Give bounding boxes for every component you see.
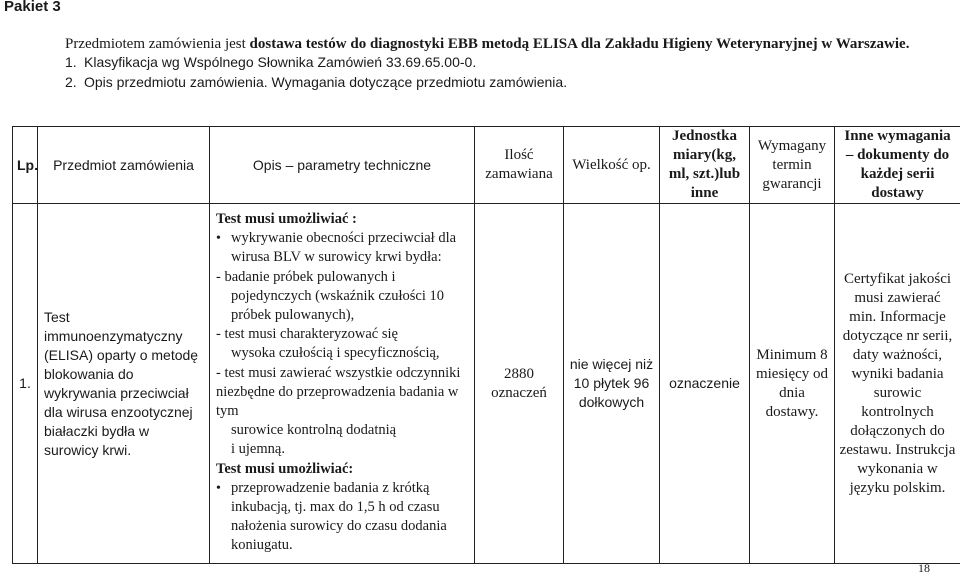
header-package-size: Wielkość op. <box>564 127 660 204</box>
desc-line: pojedynczych (wskaźnik czułości 10 próbek pulowanych), <box>231 287 444 324</box>
intro-lead <box>65 36 945 53</box>
page-number: 18 <box>918 561 930 575</box>
cell-warranty: Minimum 8 miesięcy od dnia dostawy. <box>750 204 835 564</box>
desc-line: surowice kontrolną dodatnią <box>231 422 397 439</box>
cell-unit: oznaczenie <box>660 204 750 564</box>
intro-item <box>65 74 945 91</box>
header-unit: Jednostka miary(kg, ml, szt.)lub inne <box>660 127 750 204</box>
desc-line: i ujemną. <box>231 441 285 458</box>
intro-lead-text: Przedmiotem zamówienia jest <box>65 36 250 52</box>
cell-subject: Test immunoenzymatyczny (ELISA) oparty o metodę blokowania do wykrywania przeciwciał dla wirusa enzootycznej białaczki bydła w surowicy krwi. <box>38 204 210 564</box>
desc-line: - test musi zawierać wszystkie odczynniki niezbędne do przeprowadzenia badania w tym <box>216 364 461 420</box>
intro-item-text: Opis przedmiotu zamówienia. Wymagania dotyczące przedmiotu zamówienia. <box>84 74 568 90</box>
specification-table <box>12 126 960 564</box>
cell-description <box>210 204 475 564</box>
cell-package-size: nie więcej niż 10 płytek 96 dołkowych <box>564 204 660 564</box>
desc-bullet: • wykrywanie obecności przeciwciał dla wirusa BLV w surowicy krwi bydła: <box>216 229 468 267</box>
header-lp: Lp. <box>13 127 38 204</box>
desc-line: - test musi charakteryzować się <box>216 326 398 343</box>
table-header-row <box>13 127 960 204</box>
header-other-requirements: Inne wymagania – dokumenty do każdej serii dostawy <box>835 127 960 204</box>
package-title: Pakiet 3 <box>4 0 61 15</box>
cell-quantity: 2880 oznaczeń <box>475 204 564 564</box>
intro-item-number: 1. <box>65 54 77 70</box>
desc-line: - badanie próbek pulowanych i <box>216 268 396 285</box>
desc-line: Test musi umożliwiać: <box>216 460 354 477</box>
intro-section <box>65 36 945 91</box>
cell-other-requirements: Certyfikat jakości musi zawierać min. Informacje dotyczące nr serii, daty ważności, wyniki badania surowic kontrolnych dołączonych do zestawu. Instrukcja wykonania w języku polskim. <box>835 204 960 564</box>
intro-lead-bold: dostawa testów do diagnostyki EBB metodą ELISA dla Zakładu Higieny Weterynaryjnej w Warszawie. <box>249 36 910 52</box>
header-description: Opis – parametry techniczne <box>210 127 475 204</box>
table-row <box>13 204 960 564</box>
cell-lp: 1. <box>13 204 38 564</box>
intro-item-text: Klasyfikacja wg Wspólnego Słownika Zamówień 33.69.65.00-0. <box>84 54 477 70</box>
intro-item-number: 2. <box>65 74 77 90</box>
desc-line: wysoka czułością i specyficznością, <box>231 345 440 362</box>
desc-line: Test musi umożliwiać : <box>216 211 357 227</box>
header-quantity: Ilość zamawiana <box>475 127 564 204</box>
header-warranty: Wymagany termin gwarancji <box>750 127 835 204</box>
desc-bullet: • przeprowadzenie badania z krótką inkubacją, tj. max do 1,5 h od czasu nałożenia surowicy do czasu dodania koniugatu. <box>216 479 468 556</box>
intro-item <box>65 54 945 71</box>
header-subject: Przedmiot zamówienia <box>38 127 210 204</box>
